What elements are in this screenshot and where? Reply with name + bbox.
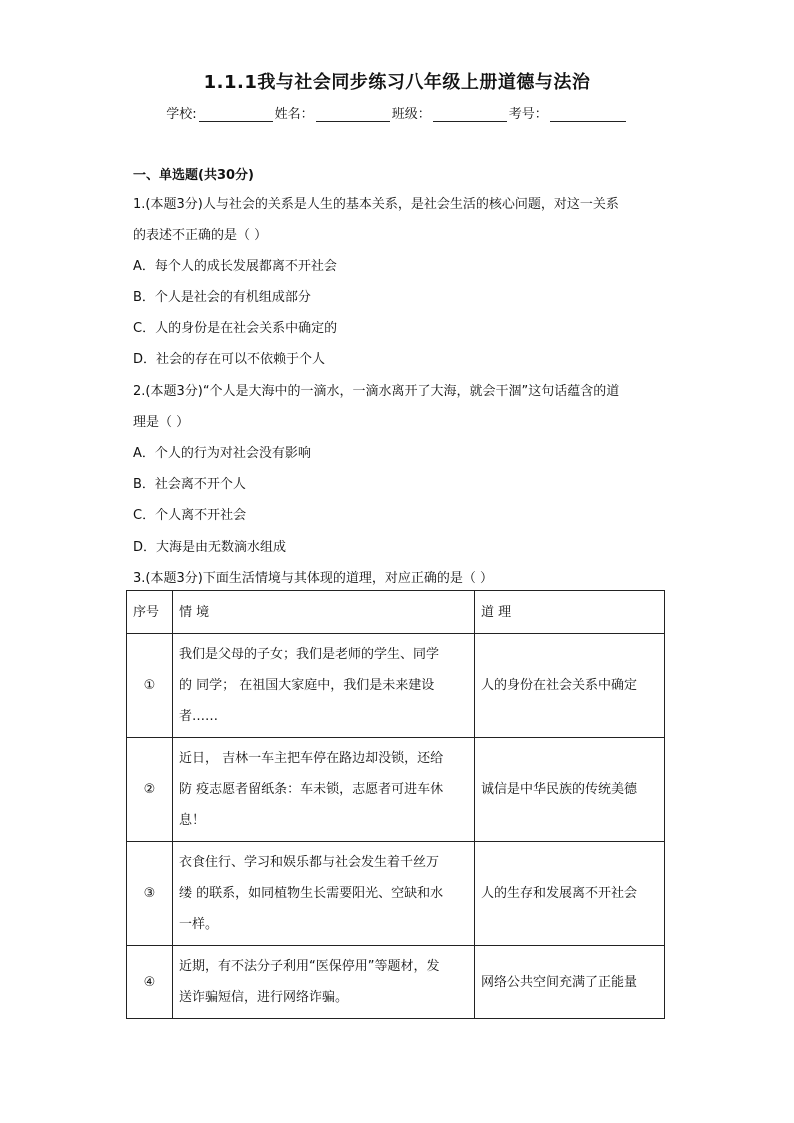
name-blank (316, 107, 390, 122)
question-1-option-a: A．每个人的成长发展都离不开社会 (133, 259, 337, 274)
header-number: 序号 (127, 591, 173, 634)
question-3-table (126, 590, 665, 1019)
class-label: 班级： (391, 107, 431, 122)
document-title: 1.1.1我与社会同步练习八年级上册道德与法治 (203, 72, 591, 93)
row-scene (173, 946, 475, 1019)
question-1-stem-line-2: 的表述不正确的是（ ） (133, 228, 268, 243)
question-2-option-d: D．大海是由无数滴水组成 (133, 540, 287, 555)
table-row (127, 842, 665, 946)
table-row (127, 634, 665, 738)
row-number: ④ (127, 946, 173, 1019)
row-number: ③ (127, 842, 173, 946)
row-reason: 人的身份在社会关系中确定 (475, 634, 665, 738)
school-label: 学校: (166, 107, 197, 122)
row-reason: 网络公共空间充满了正能量 (475, 946, 665, 1019)
scene-line: 衣食住行、学习和娱乐都与社会发生着千丝万 (179, 855, 440, 870)
scene-line: 息！ (179, 813, 206, 828)
header-reason: 道 理 (475, 591, 665, 634)
scene-line: 近日， 吉林一车主把车停在路边却没锁，还给 (179, 751, 444, 766)
student-info-line (0, 103, 794, 122)
question-1-option-d: D．社会的存在可以不依赖于个人 (133, 352, 326, 367)
scene-line: 者…… (179, 709, 219, 724)
scene-line: 近期，有不法分子利用“医保停用”等题材，发 (179, 959, 440, 974)
question-2-option-b: B．社会离不开个人 (133, 477, 246, 492)
row-scene (173, 738, 475, 842)
question-1-option-c: C．人的身份是在社会关系中确定的 (133, 321, 338, 336)
question-2-stem-line-1: 2.(本题3分)“个人是大海中的一滴水，一滴水离开了大海，就会干涸”这句话蕴含的道 (133, 384, 620, 399)
scene-line: 的 同学； 在祖国大家庭中，我们是未来建设 (179, 678, 435, 693)
question-2-option-a: A．个人的行为对社会没有影响 (133, 446, 311, 461)
exam-number-blank (550, 107, 626, 122)
question-1-stem-line-1: 1.(本题3分)人与社会的关系是人生的基本关系，是社会生活的核心问题，对这一关系 (133, 197, 619, 212)
question-1-option-b: B．个人是社会的有机组成部分 (133, 290, 311, 305)
question-2-option-c: C．个人离不开社会 (133, 508, 247, 523)
row-scene (173, 842, 475, 946)
exam-number-label: 考号： (508, 107, 548, 122)
question-2-stem-line-2: 理是（ ） (133, 415, 190, 430)
scene-line: 防 疫志愿者留纸条：车未锁，志愿者可进车休 (179, 782, 444, 797)
scene-line: 一样。 (179, 917, 219, 932)
question-3-stem-line-1: 3.(本题3分)下面生活情境与其体现的道理，对应正确的是（ ） (133, 571, 493, 586)
scene-line: 我们是父母的子女；我们是老师的学生、同学 (179, 647, 440, 662)
row-reason: 诚信是中华民族的传统美德 (475, 738, 665, 842)
class-blank (433, 107, 507, 122)
row-scene (173, 634, 475, 738)
table-row (127, 738, 665, 842)
school-blank (199, 107, 273, 122)
name-label: 姓名： (274, 107, 314, 122)
header-scene: 情 境 (173, 591, 475, 634)
table-row (127, 946, 665, 1019)
scene-line: 缕 的联系，如同植物生长需要阳光、空缺和水 (179, 886, 444, 901)
row-reason: 人的生存和发展离不开社会 (475, 842, 665, 946)
table-header-row (127, 591, 665, 634)
section-title: 一、单选题(共30分) (133, 168, 254, 183)
row-number: ① (127, 634, 173, 738)
scene-line: 送诈骗短信，进行网络诈骗。 (179, 990, 349, 1005)
row-number: ② (127, 738, 173, 842)
